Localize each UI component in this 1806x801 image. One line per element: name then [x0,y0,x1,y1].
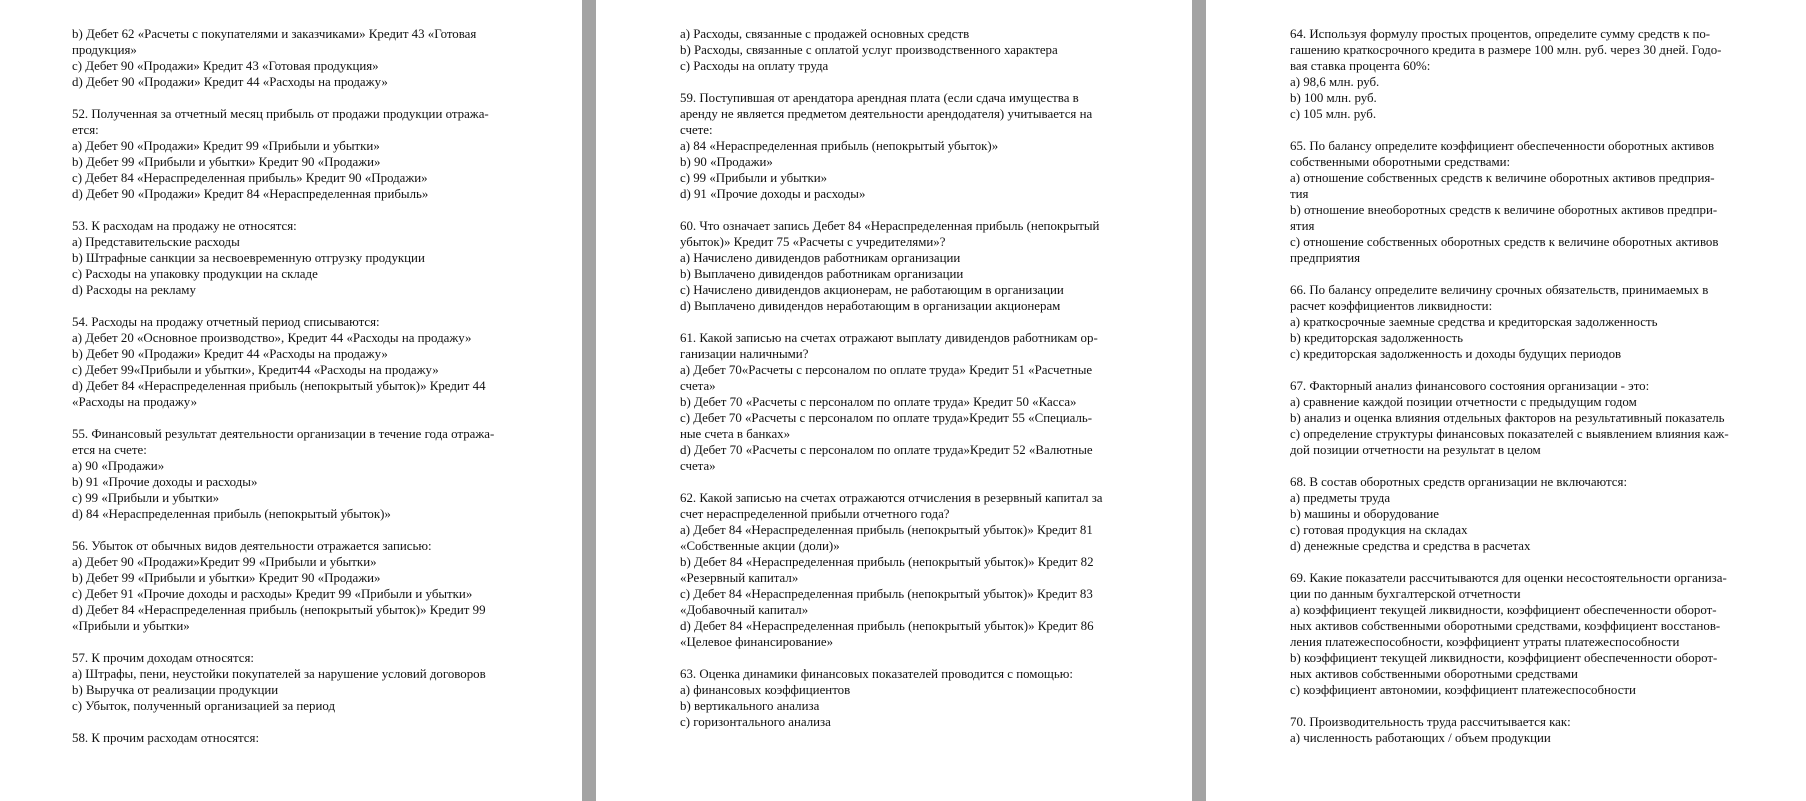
text-line: a) финансовых коэффициентов [680,683,851,697]
text-line: убыток)» Кредит 75 «Расчеты с учредителями»? [680,235,946,249]
text-line: a) 90 «Продажи» [72,459,165,473]
text-line: c) 105 млн. руб. [1290,107,1377,121]
question-block [1290,378,1776,458]
text-line: b) машины и оборудование [1290,507,1439,521]
text-line: d) Дебет 70 «Расчеты с персоналом по оплате труда»Кредит 52 «Валютные [680,443,1093,457]
text-line: a) Представительские расходы [72,235,240,249]
text-line: b) кредиторская задолженность [1290,331,1464,345]
text-line: b) Дебет 62 «Расчеты с покупателями и заказчиками» Кредит 43 «Готовая [72,27,477,41]
text-line: собственными оборотными средствами: [1290,155,1511,169]
text-line: c) Убыток, полученный организацией за период [72,699,336,713]
text-line: ется на счете: [72,443,147,457]
question-block [72,538,550,634]
text-line: b) Выручка от реализации продукции [72,683,279,697]
text-line: дой позиции отчетности на результат в целом [1290,443,1541,457]
text-line: c) кредиторская задолженность и доходы будущих периодов [1290,347,1622,361]
text-line: c) Расходы на упаковку продукции на складе [72,267,318,281]
text-line: d) Дебет 84 «Нераспределенная прибыль (непокрытый убыток)» Кредит 86 [680,619,1094,633]
text-line: b) анализ и оценка влияния отдельных факторов на результативный показатель [1290,411,1725,425]
text-line: счете: [680,123,713,137]
document-page-1 [0,0,582,801]
text-line: c) коэффициент автономии, коэффициент платежеспособности [1290,683,1636,697]
text-line: b) Дебет 99 «Прибыли и убытки» Кредит 90 «Продажи» [72,155,381,169]
text-line: b) Выплачено дивидендов работникам организации [680,267,964,281]
text-line: 54. Расходы на продажу отчетный период списываются: [72,315,380,329]
text-line: 56. Убыток от обычных видов деятельности отражается записью: [72,539,432,553]
text-line: ления платежеспособности, коэффициент утраты платежеспособности [1290,635,1680,649]
text-line: ных активов собственными оборотными средствами, коэффициент восстанов- [1290,619,1721,633]
text-line: 63. Оценка динамики финансовых показателей проводится с помощью: [680,667,1073,681]
text-line: a) Дебет 84 «Нераспределенная прибыль (непокрытый убыток)» Кредит 81 [680,523,1093,537]
question-block [72,26,550,90]
text-line: 55. Финансовый результат деятельности организации в течение года отража- [72,427,495,441]
text-line: 52. Полученная за отчетный месяц прибыль от продажи продукции отража- [72,107,489,121]
question-block [72,218,550,298]
text-line: 62. Какой записью на счетах отражаются отчисления в резервный капитал за [680,491,1103,505]
document-page-2 [596,0,1192,801]
text-line: 69. Какие показатели рассчитываются для оценки несостоятельности организа- [1290,571,1727,585]
text-line: ется: [72,123,99,137]
question-block [680,26,1158,74]
question-block [72,314,550,410]
text-line: 70. Производительность труда рассчитывается как: [1290,715,1571,729]
text-line: 59. Поступившая от арендатора арендная плата (если сдача имущества в [680,91,1079,105]
question-block [1290,26,1776,122]
question-block [680,90,1158,202]
text-line: 65. По балансу определите коэффициент обеспеченности оборотных активов [1290,139,1715,153]
text-line: c) Начислено дивидендов акционерам, не работающим в организации [680,283,1064,297]
text-line: b) 100 млн. руб. [1290,91,1377,105]
text-line: c) Дебет 84 «Нераспределенная прибыль» Кредит 90 «Продажи» [72,171,428,185]
text-line: d) Дебет 90 «Продажи» Кредит 44 «Расходы на продажу» [72,75,388,89]
question-block [680,666,1158,730]
question-block [1290,282,1776,362]
text-line: d) Дебет 84 «Нераспределенная прибыль (непокрытый убыток)» Кредит 44 [72,379,486,393]
text-line: b) отношение внеоборотных средств к величине оборотных активов предпри- [1290,203,1718,217]
text-line: «Резервный капитал» [680,571,799,585]
text-line: 67. Факторный анализ финансового состояния организации - это: [1290,379,1650,393]
question-block [1290,714,1776,746]
document-page-3 [1206,0,1806,801]
text-line: b) 91 «Прочие доходы и расходы» [72,475,258,489]
text-line: b) коэффициент текущей ликвидности, коэффициент обеспеченности оборот- [1290,651,1718,665]
text-line: 58. К прочим расходам относятся: [72,731,260,745]
text-line: ятия [1290,219,1315,233]
text-line: гашению краткосрочного кредита в размере 100 млн. руб. через 30 дней. Годо- [1290,43,1722,57]
text-line: d) 84 «Нераспределенная прибыль (непокрытый убыток)» [72,507,391,521]
text-line: d) Выплачено дивидендов неработающим в организации акционерам [680,299,1061,313]
text-line: ганизации наличными? [680,347,809,361]
text-line: 57. К прочим доходам относятся: [72,651,254,665]
text-line: a) отношение собственных средств к величине оборотных активов предприя- [1290,171,1715,185]
question-block [1290,138,1776,266]
text-line: d) Дебет 84 «Нераспределенная прибыль (непокрытый убыток)» Кредит 99 [72,603,486,617]
text-line: c) 99 «Прибыли и убытки» [72,491,220,505]
text-line: c) 99 «Прибыли и убытки» [680,171,828,185]
text-line: b) Дебет 90 «Продажи» Кредит 44 «Расходы на продажу» [72,347,388,361]
text-line: «Расходы на продажу» [72,395,198,409]
text-line: c) Дебет 70 «Расчеты с персоналом по оплате труда»Кредит 55 «Специаль- [680,411,1093,425]
text-line: a) коэффициент текущей ликвидности, коэффициент обеспеченности оборот- [1290,603,1717,617]
text-line: 68. В состав оборотных средств организации не включаются: [1290,475,1628,489]
text-line: a) предметы труда [1290,491,1391,505]
question-block [1290,474,1776,554]
text-line: c) определение структуры финансовых показателей с выявлением влияния каж- [1290,427,1729,441]
text-line: c) готовая продукция на складах [1290,523,1468,537]
text-line: «Добавочный капитал» [680,603,809,617]
text-line: c) Дебет 84 «Нераспределенная прибыль (непокрытый убыток)» Кредит 83 [680,587,1093,601]
text-line: «Собственные акции (доли)» [680,539,840,553]
text-line: c) Дебет 91 «Прочие доходы и расходы» Кредит 99 «Прибыли и убытки» [72,587,473,601]
text-line: c) Дебет 90 «Продажи» Кредит 43 «Готовая продукция» [72,59,379,73]
text-line: a) Дебет 90 «Продажи»Кредит 99 «Прибыли и убытки» [72,555,377,569]
text-line: ных активов собственными оборотными средствами [1290,667,1578,681]
text-line: вая ставка процента 60%: [1290,59,1431,73]
text-line: a) Дебет 90 «Продажи» Кредит 99 «Прибыли и убытки» [72,139,380,153]
text-line: ные счета в банках» [680,427,791,441]
text-line: 60. Что означает запись Дебет 84 «Нераспределенная прибыль (непокрытый [680,219,1100,233]
text-line: a) Дебет 20 «Основное производство», Кредит 44 «Расходы на продажу» [72,331,472,345]
text-line: d) Расходы на рекламу [72,283,196,297]
text-line: a) краткосрочные заемные средства и кредиторская задолженность [1290,315,1658,329]
text-line: предприятия [1290,251,1361,265]
text-line: a) Штрафы, пени, неустойки покупателей за нарушение условий договоров [72,667,486,681]
question-block [680,490,1158,650]
text-line: b) 90 «Продажи» [680,155,773,169]
text-line: d) 91 «Прочие доходы и расходы» [680,187,866,201]
text-line: d) денежные средства и средства в расчетах [1290,539,1531,553]
text-line: c) Дебет 99«Прибыли и убытки», Кредит44 «Расходы на продажу» [72,363,439,377]
question-block [72,650,550,714]
text-line: счета» [680,459,716,473]
text-line: аренду не является предметом деятельности арендодателя) учитывается на [680,107,1093,121]
question-block [72,730,550,746]
text-line: ции по данным бухгалтерской отчетности [1290,587,1521,601]
text-line: счета» [680,379,716,393]
text-line: 53. К расходам на продажу не относятся: [72,219,297,233]
text-line: a) Начислено дивидендов работникам организации [680,251,961,265]
text-line: «Целевое финансирование» [680,635,834,649]
text-line: 66. По балансу определите величину срочных обязательств, принимаемых в [1290,283,1709,297]
question-block [680,218,1158,314]
text-line: d) Дебет 90 «Продажи» Кредит 84 «Нераспределенная прибыль» [72,187,429,201]
text-line: b) Штрафные санкции за несвоевременную отгрузку продукции [72,251,425,265]
text-line: c) горизонтального анализа [680,715,831,729]
question-block [72,426,550,522]
text-line: a) численность работающих / объем продукции [1290,731,1551,745]
text-line: b) вертикального анализа [680,699,820,713]
text-line: b) Расходы, связанные с оплатой услуг производственного характера [680,43,1058,57]
text-line: a) 98,6 млн. руб. [1290,75,1380,89]
text-line: a) Дебет 70«Расчеты с персоналом по оплате труда» Кредит 51 «Расчетные [680,363,1093,377]
text-line: b) Дебет 99 «Прибыли и убытки» Кредит 90 «Продажи» [72,571,381,585]
text-line: b) Дебет 84 «Нераспределенная прибыль (непокрытый убыток)» Кредит 82 [680,555,1094,569]
question-block [680,330,1158,474]
text-line: тия [1290,187,1309,201]
text-line: b) Дебет 70 «Расчеты с персоналом по оплате труда» Кредит 50 «Касса» [680,395,1077,409]
text-line: продукция» [72,43,137,57]
question-block [1290,570,1776,698]
text-line: 61. Какой записью на счетах отражают выплату дивидендов работникам ор- [680,331,1098,345]
text-line: a) 84 «Нераспределенная прибыль (непокрытый убыток)» [680,139,999,153]
text-line: a) сравнение каждой позиции отчетности с предыдущим годом [1290,395,1637,409]
text-line: c) Расходы на оплату труда [680,59,829,73]
text-line: «Прибыли и убытки» [72,619,190,633]
text-line: счет нераспределенной прибыли отчетного года? [680,507,950,521]
text-line: 64. Используя формулу простых процентов, определите сумму средств к по- [1290,27,1711,41]
text-line: расчет коэффициентов ликвидности: [1290,299,1493,313]
text-line: a) Расходы, связанные с продажей основных средств [680,27,970,41]
question-block [72,106,550,202]
text-line: c) отношение собственных оборотных средств к величине оборотных активов [1290,235,1719,249]
